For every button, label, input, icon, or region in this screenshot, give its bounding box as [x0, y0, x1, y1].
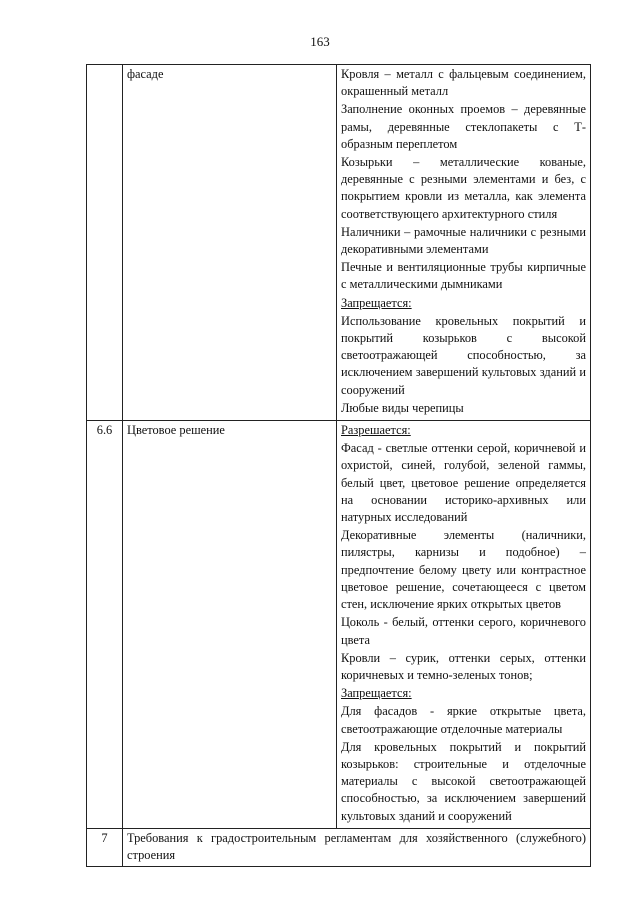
content-paragraph: Козырьки – металлические кованые, деревянные с резными элементами и без, с покрытием кровли из металла, как элемента соответствующего архитектурного стиля — [341, 155, 586, 221]
content-paragraph: Кровля – металл с фальцевым соединением, окрашенный металл — [341, 67, 586, 99]
content-paragraph: Декоративные элементы (наличники, пилястры, карнизы и подобное) – предпочтение белому цвету или контрастное цветовое решение, сочетающееся с цветом стен, исключение ярких открытых цветов — [341, 528, 586, 612]
content-paragraph: Кровли – сурик, оттенки серых, оттенки коричневых и темно-зеленых тонов; — [341, 650, 586, 682]
page-number: 163 — [310, 34, 330, 49]
content-paragraph: Использование кровельных покрытий и покрытий козырьков с высокой светоотражающей способностью, за исключением завершений культовых зданий и сооружений — [341, 313, 586, 397]
regulations-table — [86, 64, 591, 867]
content-paragraph: Заполнение оконных проемов – деревянные рамы, деревянные стеклопакеты с Т- образным переплетом — [341, 102, 586, 151]
content-paragraph: Для кровельных покрытий и покрытий козырьков: строительные и отделочные материалы с высокой светоотражающей способностью, за исключением завершений культовых зданий и сооружений — [341, 739, 586, 823]
row-number — [87, 65, 123, 421]
content-paragraph: Для фасадов - яркие открытые цвета, светоотражающие отделочные материалы — [341, 704, 586, 736]
section-heading: Требования к градостроительным регламентам для хозяйственного (служебного) строения — [123, 828, 591, 866]
section-label: Разрешается: — [341, 423, 411, 438]
section-label: Запрещается: — [341, 686, 412, 701]
content-paragraph: Наличники – рамочные наличники с резными декоративными элементами — [341, 224, 586, 257]
table-row — [87, 65, 591, 421]
row-number: 7 — [87, 828, 123, 866]
table-row — [87, 828, 591, 866]
row-content — [337, 421, 591, 829]
content-paragraph: Печные и вентиляционные трубы кирпичные с металлическими дымниками — [341, 260, 586, 292]
row-number: 6.6 — [87, 421, 123, 829]
row-content — [337, 65, 591, 421]
section-label: Запрещается: — [341, 295, 412, 310]
row-name: Цветовое решение — [123, 421, 337, 829]
content-paragraph: Любые виды черепицы — [341, 400, 464, 415]
table-row — [87, 421, 591, 829]
content-paragraph: Фасад - светлые оттенки серой, коричневой и охристой, синей, голубой, зеленой гаммы, белый цвет, цветовое решение определяется на основании историко-архивных или натурных исследований — [341, 441, 586, 525]
content-paragraph: Цоколь - белый, оттенки серого, коричневого цвета — [341, 615, 586, 647]
row-name: фасаде — [123, 65, 337, 421]
table-body — [87, 65, 591, 867]
